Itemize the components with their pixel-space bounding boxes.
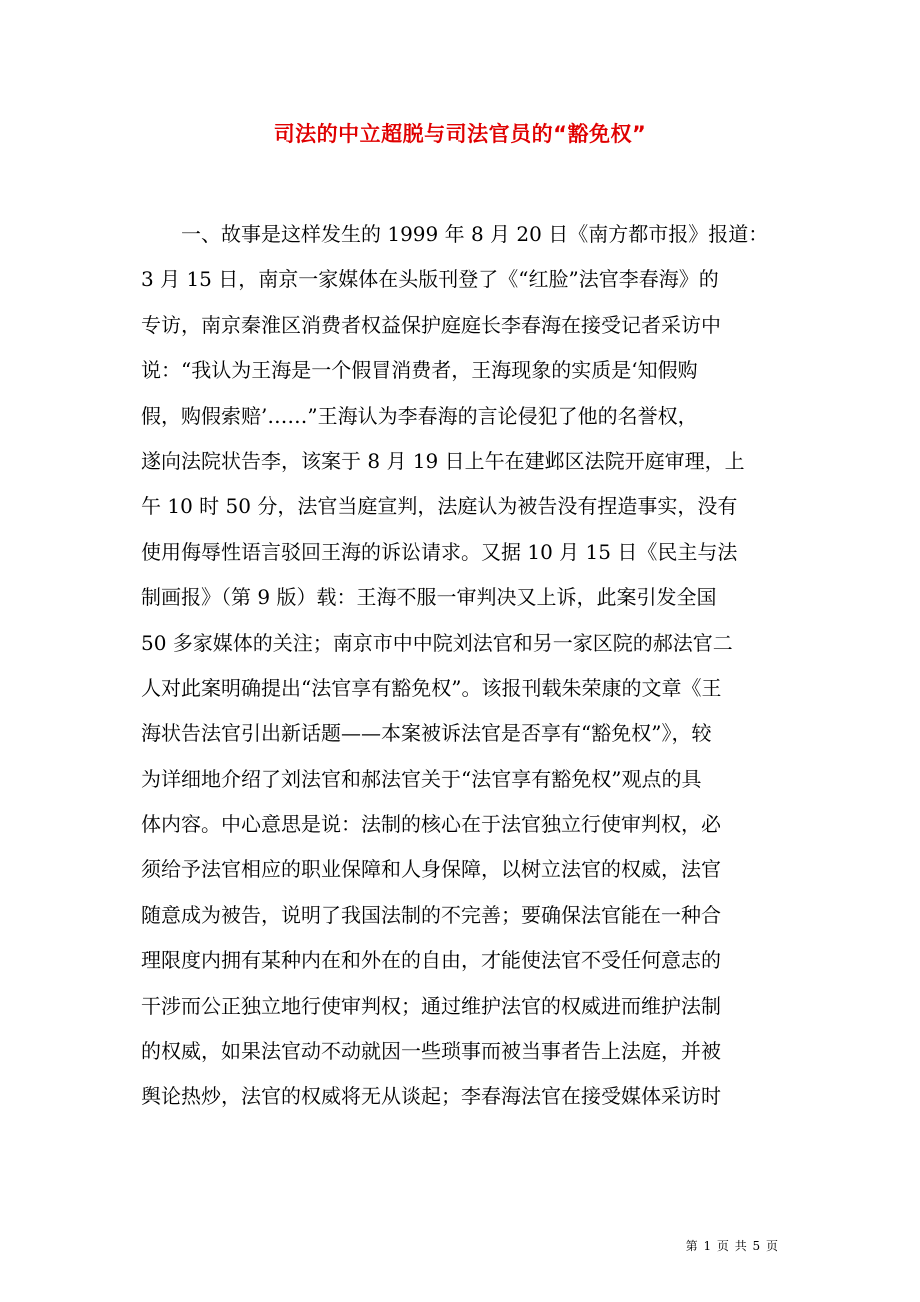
body-line: 假，购假索赔’……”王海认为李春海的言论侵犯了他的名誉权， <box>141 403 698 428</box>
body-line: 的权威，如果法官动不动就因一些琐事而被当事者告上法庭，并被 <box>141 1039 721 1064</box>
page-title: 司法的中立超脱与司法官员的“豁免权” <box>273 122 647 146</box>
body-line: 人对此案明确提出“法官享有豁免权”。该报刊载朱荣康的文章《王 <box>141 675 722 700</box>
body-paragraph <box>141 212 781 1120</box>
body-line: 专访，南京秦淮区消费者权益保护庭庭长李春海在接受记者采访中 <box>141 312 721 337</box>
body-line: 理限度内拥有某种内在和外在的自由，才能使法官不受任何意志的 <box>141 948 721 973</box>
body-line: 使用侮辱性语言驳回王海的诉讼请求。又据 10 月 15 日《民主与法 <box>141 539 738 564</box>
body-line: 遂向法院状告李，该案于 8 月 19 日上午在建邺区法院开庭审理，上 <box>141 448 745 473</box>
body-line: 体内容。中心意思是说：法制的核心在于法官独立行使审判权，必 <box>141 812 721 837</box>
body-line: 海状告法官引出新话题——本案被诉法官是否享有“豁免权”》，较 <box>141 721 712 746</box>
body-line: 须给予法官相应的职业保障和人身保障，以树立法官的权威，法官 <box>141 857 721 882</box>
body-line: 舆论热炒，法官的权威将无从谈起；李春海法官在接受媒体采访时 <box>141 1084 721 1109</box>
body-line: 干涉而公正独立地行使审判权；通过维护法官的权威进而维护法制 <box>141 993 721 1018</box>
body-line: 3 月 15 日，南京一家媒体在头版刊登了《“红脸”法官李春海》的 <box>141 267 719 292</box>
body-line: 为详细地介绍了刘法官和郝法官关于“法官享有豁免权”观点的具 <box>141 766 702 791</box>
body-line: 一、故事是这样发生的 1999 年 8 月 20 日《南方都市报》报道： <box>181 222 769 246</box>
body-line: 午 10 时 50 分，法官当庭宣判，法庭认为被告没有捏造事实，没有 <box>141 494 738 519</box>
body-line: 制画报》（第 9 版）载：王海不服一审判决又上诉，此案引发全国 <box>141 585 717 610</box>
page-number: 第 1 页 共 5 页 <box>685 1239 779 1253</box>
body-line: 50 多家媒体的关注；南京市中中院刘法官和另一家区院的郝法官二 <box>141 630 733 655</box>
body-line: 说：“我认为王海是一个假冒消费者，王海现象的实质是‘知假购 <box>141 358 698 383</box>
body-line: 随意成为被告，说明了我国法制的不完善；要确保法官能在一种合 <box>141 902 721 927</box>
